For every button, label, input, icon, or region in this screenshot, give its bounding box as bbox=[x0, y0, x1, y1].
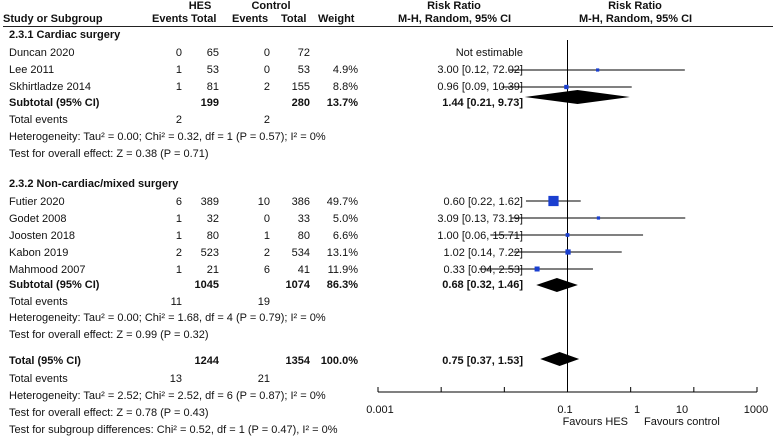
grand-total-events-control: 21 bbox=[257, 373, 270, 385]
total-hes: 65 bbox=[206, 47, 219, 59]
subtotal-label: Subtotal (95% CI) bbox=[9, 279, 100, 291]
axis-tick-label: 0.1 bbox=[557, 404, 573, 416]
events-control: 2 bbox=[263, 247, 270, 259]
overall-effect-text: Test for overall effect: Z = 0.38 (P = 0.71) bbox=[9, 148, 209, 160]
total-weight: 100.0% bbox=[320, 355, 358, 367]
study-marker bbox=[597, 216, 600, 219]
events-hes: 1 bbox=[175, 81, 182, 93]
pooled-diamond bbox=[525, 90, 630, 104]
group1-header: HES bbox=[188, 0, 212, 12]
total-hes: 32 bbox=[206, 213, 219, 225]
events-control: 0 bbox=[263, 213, 270, 225]
total-control: 53 bbox=[297, 64, 310, 76]
weight: 4.9% bbox=[332, 64, 358, 76]
study-name: Skhirtladze 2014 bbox=[9, 81, 91, 93]
total-hes: 389 bbox=[200, 196, 219, 208]
col-events2: Events bbox=[232, 13, 269, 25]
study-name: Joosten 2018 bbox=[9, 230, 76, 242]
total-ci: 0.75 [0.37, 1.53] bbox=[442, 355, 523, 367]
subtotal-total-control: 280 bbox=[291, 97, 310, 109]
events-control: 1 bbox=[263, 230, 270, 242]
axis-tick-label: 10 bbox=[675, 404, 689, 416]
study-marker bbox=[566, 233, 570, 237]
axis-tick-label: 0.001 bbox=[366, 404, 394, 416]
study-marker bbox=[565, 249, 570, 254]
group2-header: Control bbox=[251, 0, 291, 12]
pooled-diamond bbox=[540, 352, 579, 366]
study-name: Duncan 2020 bbox=[9, 47, 75, 59]
axis-tick-label: 1000 bbox=[743, 404, 769, 416]
col-study: Study or Subgroup bbox=[3, 13, 103, 25]
subtotal-total-hes: 199 bbox=[200, 97, 219, 109]
col-total2: Total bbox=[281, 13, 307, 25]
risk-ratio-ci: 1.00 [0.06, 15.71] bbox=[437, 230, 523, 242]
total-control: 33 bbox=[297, 213, 310, 225]
col-weight: Weight bbox=[318, 13, 355, 25]
total-heterogeneity-text: Heterogeneity: Tau² = 2.52; Chi² = 2.52, df = 6 (P = 0.87); I² = 0% bbox=[9, 390, 326, 402]
grand-total-events-label: Total events bbox=[9, 373, 68, 385]
events-control: 10 bbox=[257, 196, 270, 208]
events-control: 6 bbox=[263, 264, 270, 276]
weight: 49.7% bbox=[326, 196, 358, 208]
risk-ratio-ci: Not estimable bbox=[455, 47, 523, 59]
rr-title-left: Risk Ratio bbox=[427, 0, 481, 12]
subgroup-differences-text: Test for subgroup differences: Chi² = 0.52, df = 1 (P = 0.47), I² = 0% bbox=[9, 424, 338, 436]
total-events-label: Total events bbox=[9, 114, 68, 126]
study-name: Mahmood 2007 bbox=[9, 264, 86, 276]
study-name: Kabon 2019 bbox=[9, 247, 69, 259]
heterogeneity-text: Heterogeneity: Tau² = 0.00; Chi² = 1.68, df = 4 (P = 0.79); I² = 0% bbox=[9, 312, 326, 324]
total-control: 41 bbox=[297, 264, 310, 276]
grand-total-events-hes: 13 bbox=[169, 373, 182, 385]
subtotal-ci: 1.44 [0.21, 9.73] bbox=[442, 97, 523, 109]
total-total-hes: 1244 bbox=[194, 355, 219, 367]
total-events-hes: 2 bbox=[175, 114, 182, 126]
col-method-right: M-H, Random, 95% CI bbox=[579, 13, 693, 25]
study-marker bbox=[564, 85, 568, 89]
risk-ratio-ci: 3.00 [0.12, 72.02] bbox=[437, 64, 523, 76]
total-hes: 21 bbox=[206, 264, 219, 276]
events-hes: 0 bbox=[175, 47, 182, 59]
events-control: 0 bbox=[263, 47, 270, 59]
events-hes: 1 bbox=[175, 213, 182, 225]
subgroup-title: 2.3.2 Non-cardiac/mixed surgery bbox=[9, 178, 179, 190]
total-events-label: Total events bbox=[9, 296, 68, 308]
overall-effect-text: Test for overall effect: Z = 0.99 (P = 0.32) bbox=[9, 329, 209, 341]
risk-ratio-ci: 0.96 [0.09, 10.39] bbox=[437, 81, 523, 93]
heterogeneity-text: Heterogeneity: Tau² = 0.00; Chi² = 0.32, df = 1 (P = 0.57); I² = 0% bbox=[9, 131, 326, 143]
risk-ratio-ci: 0.60 [0.22, 1.62] bbox=[443, 196, 523, 208]
subtotal-label: Subtotal (95% CI) bbox=[9, 97, 100, 109]
events-hes: 2 bbox=[175, 247, 182, 259]
events-control: 0 bbox=[263, 64, 270, 76]
total-overall-effect-text: Test for overall effect: Z = 0.78 (P = 0.43) bbox=[9, 407, 209, 419]
axis-tick-label: 1 bbox=[633, 404, 641, 416]
rr-title-right: Risk Ratio bbox=[608, 0, 662, 12]
study-marker bbox=[596, 68, 599, 71]
favours-hes-label: Favours HES bbox=[562, 416, 628, 428]
total-control: 72 bbox=[297, 47, 310, 59]
events-hes: 1 bbox=[175, 264, 182, 276]
events-hes: 6 bbox=[175, 196, 182, 208]
study-name: Godet 2008 bbox=[9, 213, 67, 225]
total-control: 155 bbox=[291, 81, 310, 93]
subtotal-ci: 0.68 [0.32, 1.46] bbox=[442, 279, 523, 291]
subtotal-weight: 86.3% bbox=[326, 279, 358, 291]
risk-ratio-ci: 0.33 [0.04, 2.53] bbox=[443, 264, 523, 276]
study-marker bbox=[548, 196, 558, 206]
favours-control-label: Favours control bbox=[644, 416, 720, 428]
total-events-hes: 11 bbox=[170, 296, 182, 308]
events-hes: 1 bbox=[175, 64, 182, 76]
risk-ratio-ci: 3.09 [0.13, 73.19] bbox=[437, 213, 523, 225]
events-control: 2 bbox=[263, 81, 270, 93]
col-events1: Events bbox=[152, 13, 189, 25]
total-hes: 523 bbox=[200, 247, 219, 259]
subgroup-title: 2.3.1 Cardiac surgery bbox=[9, 29, 121, 41]
total-events-control: 2 bbox=[263, 114, 270, 126]
total-control: 534 bbox=[291, 247, 310, 259]
events-hes: 1 bbox=[175, 230, 182, 242]
total-total-control: 1354 bbox=[285, 355, 310, 367]
total-hes: 80 bbox=[206, 230, 219, 242]
weight: 6.6% bbox=[332, 230, 358, 242]
subtotal-total-control: 1074 bbox=[285, 279, 310, 291]
pooled-diamond bbox=[536, 278, 578, 292]
subtotal-total-hes: 1045 bbox=[194, 279, 219, 291]
weight: 8.8% bbox=[332, 81, 358, 93]
weight: 11.9% bbox=[327, 264, 358, 276]
total-hes: 81 bbox=[206, 81, 219, 93]
weight: 5.0% bbox=[332, 213, 358, 225]
study-name: Lee 2011 bbox=[9, 64, 55, 76]
total-label: Total (95% CI) bbox=[9, 355, 81, 367]
total-hes: 53 bbox=[206, 64, 219, 76]
col-total1: Total bbox=[191, 13, 217, 25]
total-control: 386 bbox=[291, 196, 310, 208]
weight: 13.1% bbox=[326, 247, 358, 259]
col-method-left: M-H, Random, 95% CI bbox=[398, 13, 512, 25]
study-name: Futier 2020 bbox=[9, 196, 65, 208]
total-events-control: 19 bbox=[257, 296, 270, 308]
total-control: 80 bbox=[297, 230, 310, 242]
risk-ratio-ci: 1.02 [0.14, 7.22] bbox=[443, 247, 523, 259]
study-marker bbox=[535, 266, 540, 271]
subtotal-weight: 13.7% bbox=[326, 97, 358, 109]
